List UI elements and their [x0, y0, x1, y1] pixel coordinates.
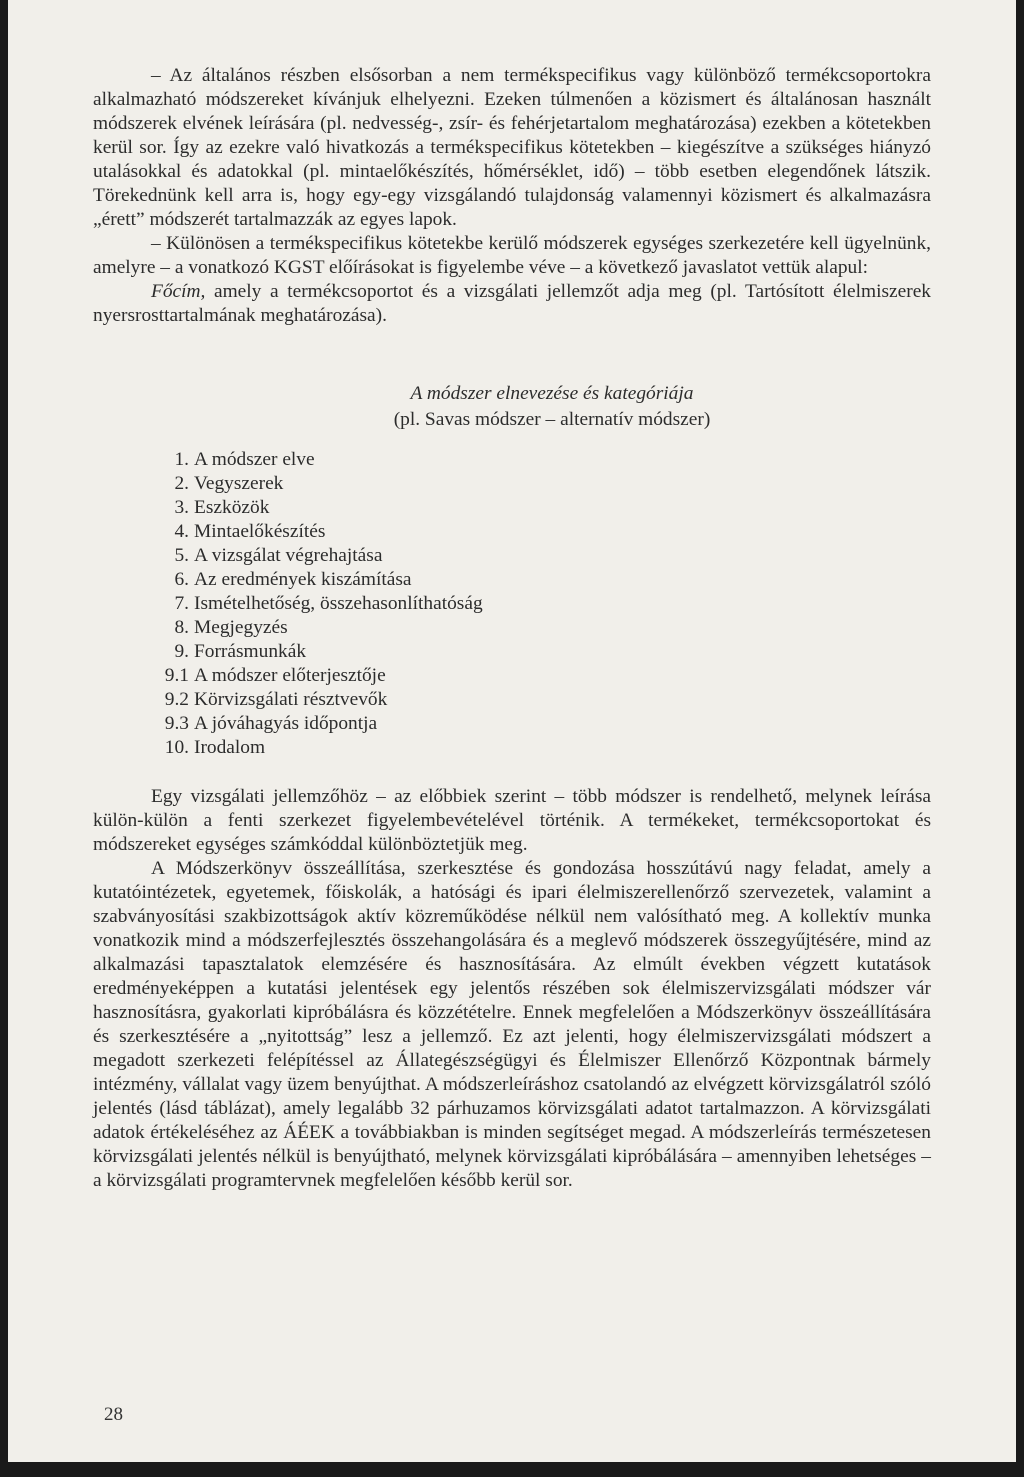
method-structure-list [93, 448, 931, 760]
paragraph-main-title [93, 280, 931, 328]
structure-item-text: Vegyszerek [194, 473, 284, 494]
structure-item-number: 1. [174, 449, 189, 470]
paragraph-general-part: – Az általános részben elsősorban a nem termékspecifikus vagy különböző termékcsoportokra alkalmazható módszereket kívánjuk elhelyezni. Ezeken túlmenően a közismert és általánosan használt módszerek elvének leírására (pl. nedvesség-, zsír- és fehérjetartalom meghatározása) ezekben a kötetekben kerül sor. Így az ezekre való hivatkozás a termékspecifikus kötetekben – kiegészítve a szükséges hiányzó utalásokkal és adatokkal (pl. mintaelőkészítés, hőmérséklet, idő) – több esetben elegendőnek látszik. Törekednünk kell arra is, hogy egy-egy vizsgálandó tulajdonság valamennyi közismert és alkalmazásra „érett” módszerét tartalmazzák az egyes lapok. [93, 65, 931, 230]
structure-item-number: 6. [174, 569, 189, 590]
method-name-example: (pl. Savas módszer – alternatív módszer) [393, 409, 711, 430]
structure-item [93, 712, 931, 736]
structure-item-number: 9.3 [164, 713, 189, 734]
structure-item-number: 2. [174, 473, 189, 494]
structure-item [93, 520, 931, 544]
structure-item-text: A jóváhagyás időpontja [194, 713, 378, 734]
structure-item-number: 10. [164, 737, 189, 758]
structure-item [93, 544, 931, 568]
structure-item-number: 4. [174, 521, 189, 542]
structure-item [93, 688, 931, 712]
structure-item-text: Az eredmények kiszámítása [194, 569, 412, 590]
structure-item [93, 640, 931, 664]
structure-item-number: 5. [174, 545, 189, 566]
structure-item-number: 8. [174, 617, 189, 638]
main-title-description: amely a termékcsoportot és a vizsgálati jellemzőt adja meg (pl. Tartósított élelmiszerek nyersrosttartalmának meghatározása). [93, 281, 931, 326]
structure-item [93, 736, 931, 760]
structure-item [93, 472, 931, 496]
structure-item-text: Eszközök [194, 497, 270, 518]
page-content [93, 64, 931, 1193]
structure-item-text: Ismételhetőség, összehasonlíthatóság [194, 593, 483, 614]
structure-item-number: 3. [174, 497, 189, 518]
paragraph-structure-intro: – Különösen a termékspecifikus kötetekbe kerülő módszerek egységes szerkezetére kell ügyelnünk, amelyre – a vonatkozó KGST előírásokat is figyelembe véve – a következő javaslatot vettük alapul: [93, 233, 931, 278]
structure-item [93, 664, 931, 688]
method-name-heading: A módszer elnevezése és kategóriája [410, 383, 694, 404]
document-page [8, 0, 1016, 1462]
structure-item-text: A módszer előterjesztője [194, 665, 386, 686]
structure-item [93, 496, 931, 520]
structure-item [93, 568, 931, 592]
page-number: 28 [104, 1404, 123, 1425]
structure-item-number: 7. [174, 593, 189, 614]
scan-border [0, 1462, 1024, 1477]
structure-item [93, 616, 931, 640]
structure-item-text: Körvizsgálati résztvevők [194, 689, 388, 710]
structure-item-text: A vizsgálat végrehajtása [194, 545, 383, 566]
structure-item-text: Mintaelőkészítés [194, 521, 326, 542]
paragraph-method-assignment: Egy vizsgálati jellemzőhöz – az előbbiek szerint – több módszer is rendelhető, melynek leírása külön-külön a fenti szerkezet figyelembevételével történik. A termékeket, termékcsoportokat és módszereket egységes számkóddal különböztetjük meg. [93, 786, 931, 855]
structure-item-number: 9. [174, 641, 189, 662]
structure-item-text: Forrásmunkák [194, 641, 307, 662]
structure-item-text: Megjegyzés [194, 617, 288, 638]
structure-item-text: A módszer elve [194, 449, 315, 470]
structure-item-number: 9.1 [164, 665, 189, 686]
structure-item [93, 448, 931, 472]
structure-item-number: 9.2 [164, 689, 189, 710]
structure-item-text: Irodalom [194, 737, 266, 758]
main-title-label: Főcím, [151, 281, 206, 302]
structure-item [93, 592, 931, 616]
paragraph-method-book: A Módszerkönyv összeállítása, szerkesztése és gondozása hosszútávú nagy feladat, amely a kutatóintézetek, egyetemek, főiskolák, a hatósági és ipari élelmiszerellenőrző szervezetek, valamint a szabványosítási szakbizottságok aktív közreműködése nélkül nem valósítható meg. A kollektív munka vonatkozik mind a módszerfejlesztés összehangolására és a meglevő módszerek összegyűjtésére, mind az alkalmazási tapasztalatok elemzésére és hasznosítására. Az elmúlt években végzett kutatások eredményeképpen a kutatási jelentések egy jelentős részében sok élelmiszervizsgálati módszer vár hasznosításra, gyakorlati kipróbálásra és közzétételre. Ennek megfelelően a Módszerkönyv összeállítására és szerkesztésére a „nyitottság” lesz a jellemző. Ez azt jelenti, hogy élelmiszervizsgálati módszert a megadott szerkezeti felépítéssel az Állategészségügyi és Élelmiszer Ellenőrző Központnak bármely intézmény, vállalat vagy üzem benyújthat. A módszerleíráshoz csatolandó az elvégzett körvizsgálatról szóló jelentés (lásd táblázat), amely legalább 32 párhuzamos körvizsgálati adatot tartalmazzon. A körvizsgálati adatok értékeléséhez az ÁÉEK a továbbiakban is minden segítséget megad. A módszerleírás természetesen körvizsgálati jelentés nélkül is benyújtható, melynek körvizsgálati kipróbálására – amennyiben lehetséges – a körvizsgálati programtervnek megfelelően később kerül sor. [93, 858, 931, 1191]
